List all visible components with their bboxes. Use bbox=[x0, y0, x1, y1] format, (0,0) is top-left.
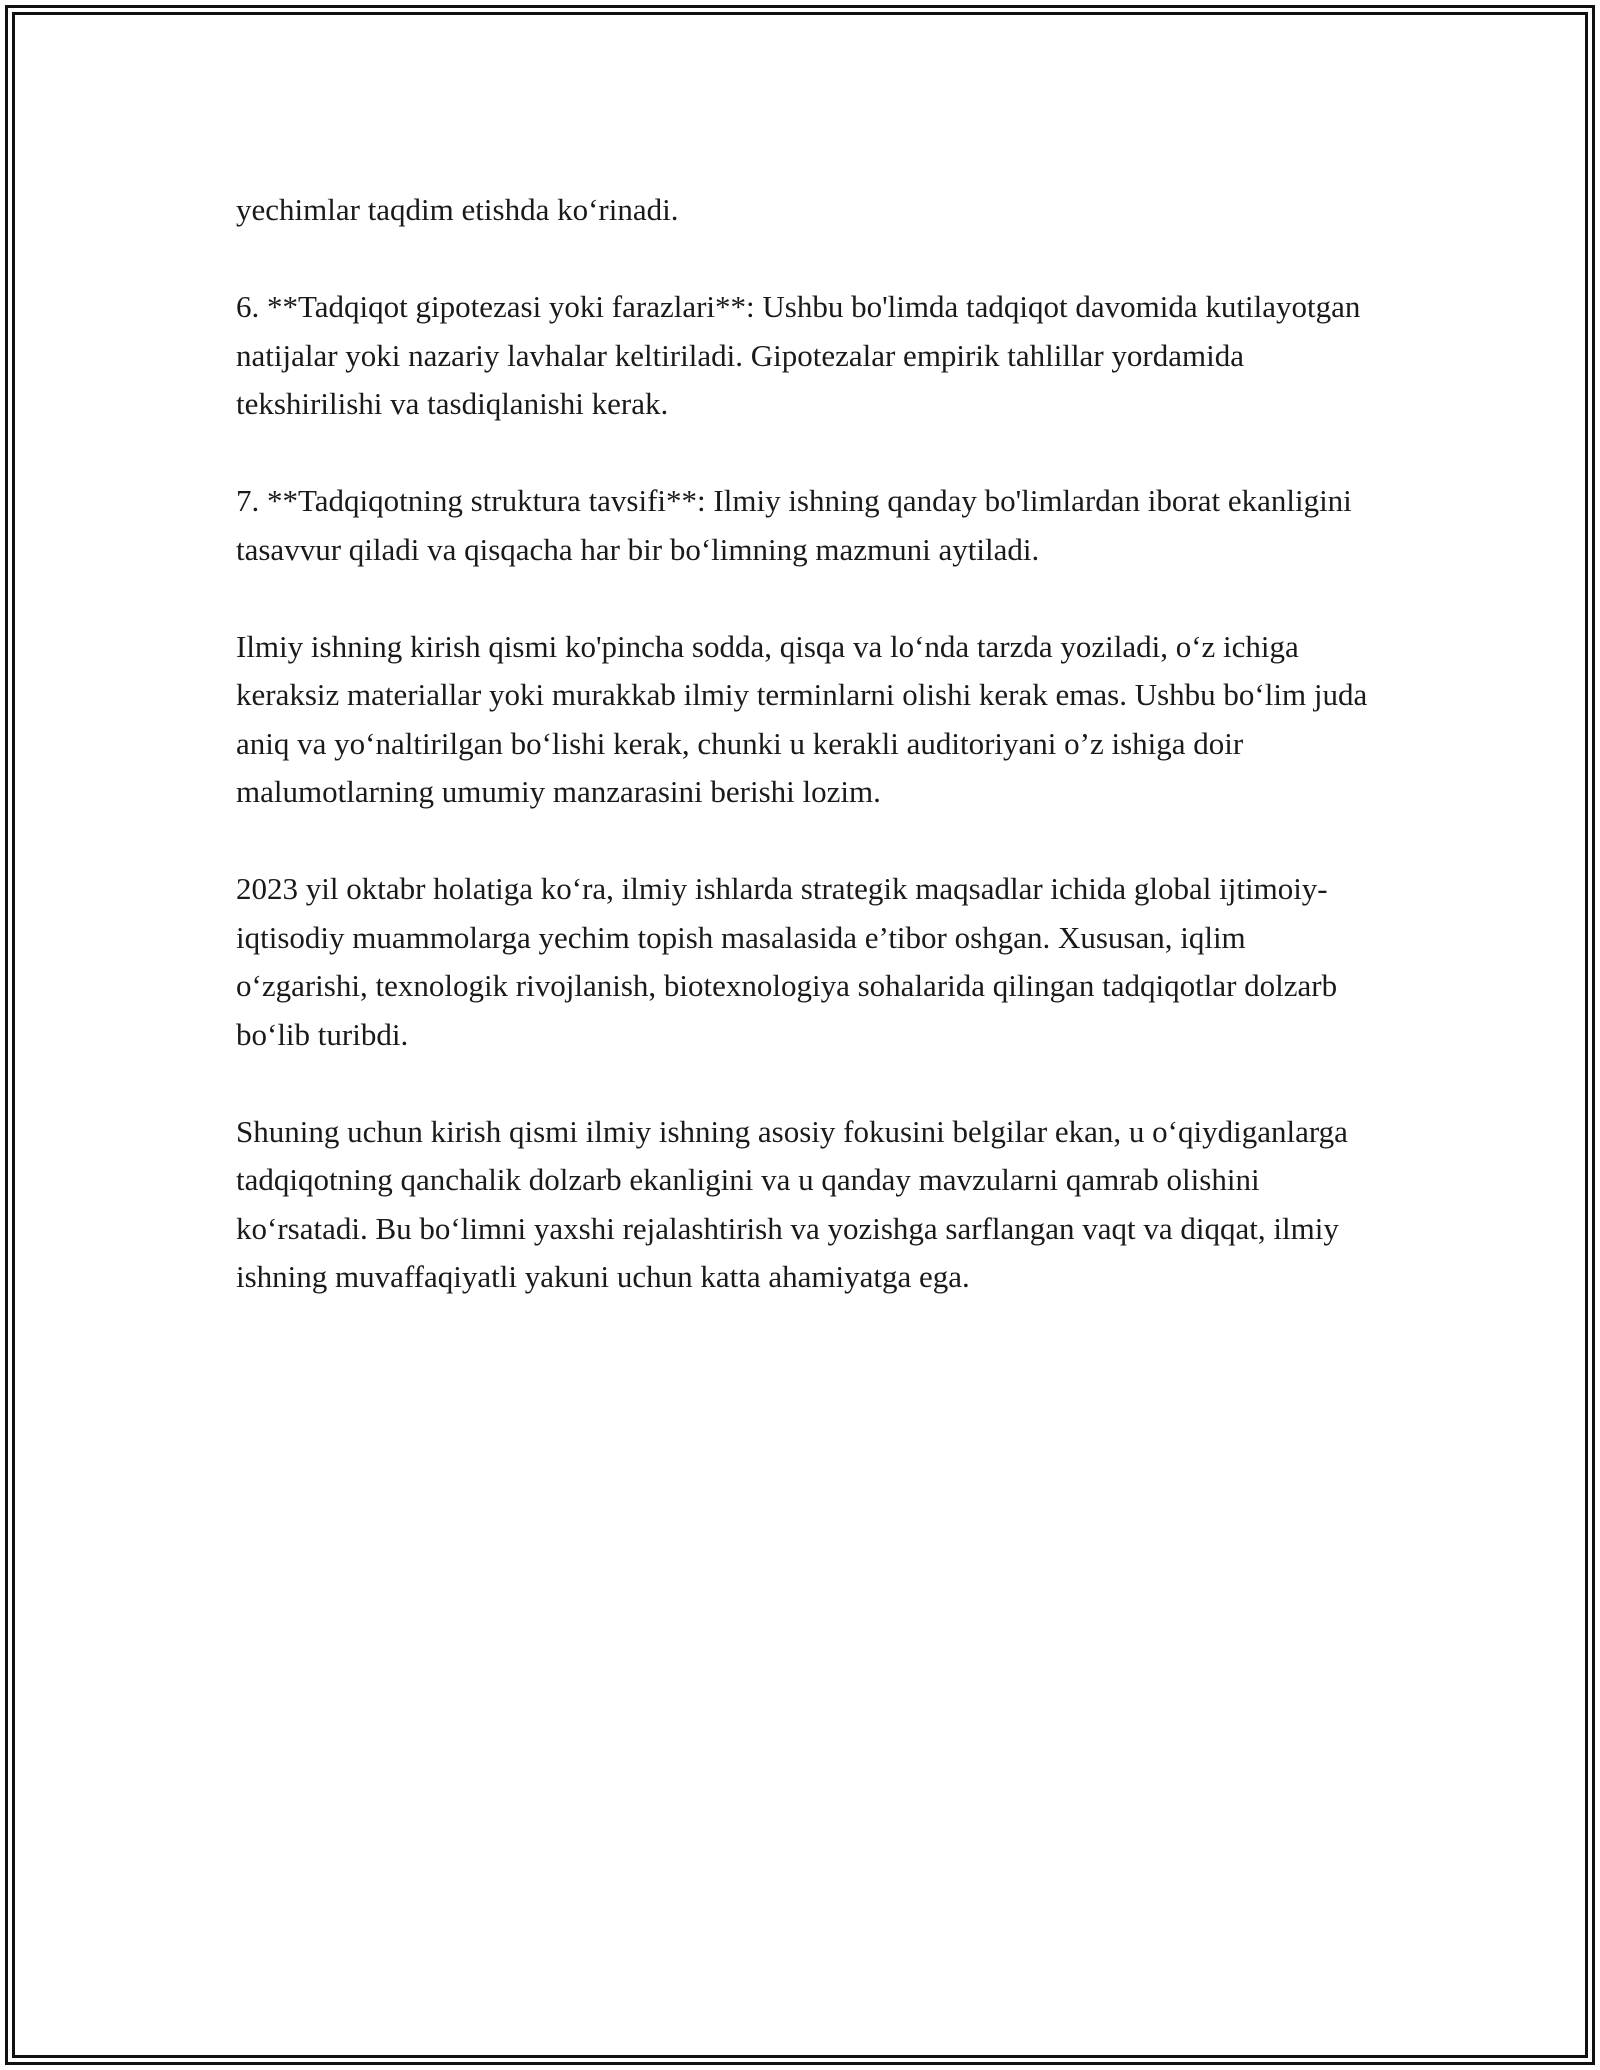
paragraph-hypothesis: 6. **Tadqiqot gipotezasi yoki farazlari**: Ushbu bo'limda tadqiqot davomida kutilayotgan natijalar yoki nazariy lavhalar keltiriladi. Gipotezalar empirik tahlillar yordamida tekshirilishi va tasdiqlanishi kerak. bbox=[236, 289, 1361, 421]
paragraph-structure: 7. **Tadqiqotning struktura tavsifi**: Ilmiy ishning qanday bo'limlardan iborat ekanligini tasavvur qiladi va qisqacha har bir bo‘limning mazmuni aytiladi. bbox=[236, 483, 1352, 567]
paragraph-introduction-style: Ilmiy ishning kirish qismi ko'pincha sodda, qisqa va lo‘nda tarzda yoziladi, o‘z ichiga keraksiz materiallar yoki murakkab ilmiy terminlarni olishi kerak emas. Ushbu bo‘lim juda aniq va yo‘naltirilgan bo‘lishi kerak, chunki u kerakli auditoriyani o’z ishiga doir malumotlarning umumiy manzarasini berishi lozim. bbox=[236, 628, 1368, 809]
paragraph-2023-trends: 2023 yil oktabr holatiga ko‘ra, ilmiy ishlarda strategik maqsadlar ichida global ijtimoiy-iqtisodiy muammolarga yechim topish masalasida e’tibor oshgan. Xususan, iqlim o‘zgarishi, texnologik rivojlanish, biotexnologiya sohalarida qilingan tadqiqotlar dolzarb bo‘lib turibdi. bbox=[236, 871, 1338, 1052]
paragraph-continuation: yechimlar taqdim etishda ko‘rinadi. bbox=[236, 192, 679, 227]
paragraph-conclusion: Shuning uchun kirish qismi ilmiy ishning asosiy fokusini belgilar ekan, u o‘qiydiganlarga tadqiqotning qanchalik dolzarb ekanligini va u qanday mavzularni qamrab olishini ko‘rsatadi. Bu bo‘limni yaxshi rejalashtirish va yozishga sarflangan vaqt va diqqat, ilmiy ishning muvaffaqiyatli yakuni uchun katta ahamiyatga ega. bbox=[236, 1113, 1348, 1294]
document-body bbox=[236, 186, 1376, 1302]
